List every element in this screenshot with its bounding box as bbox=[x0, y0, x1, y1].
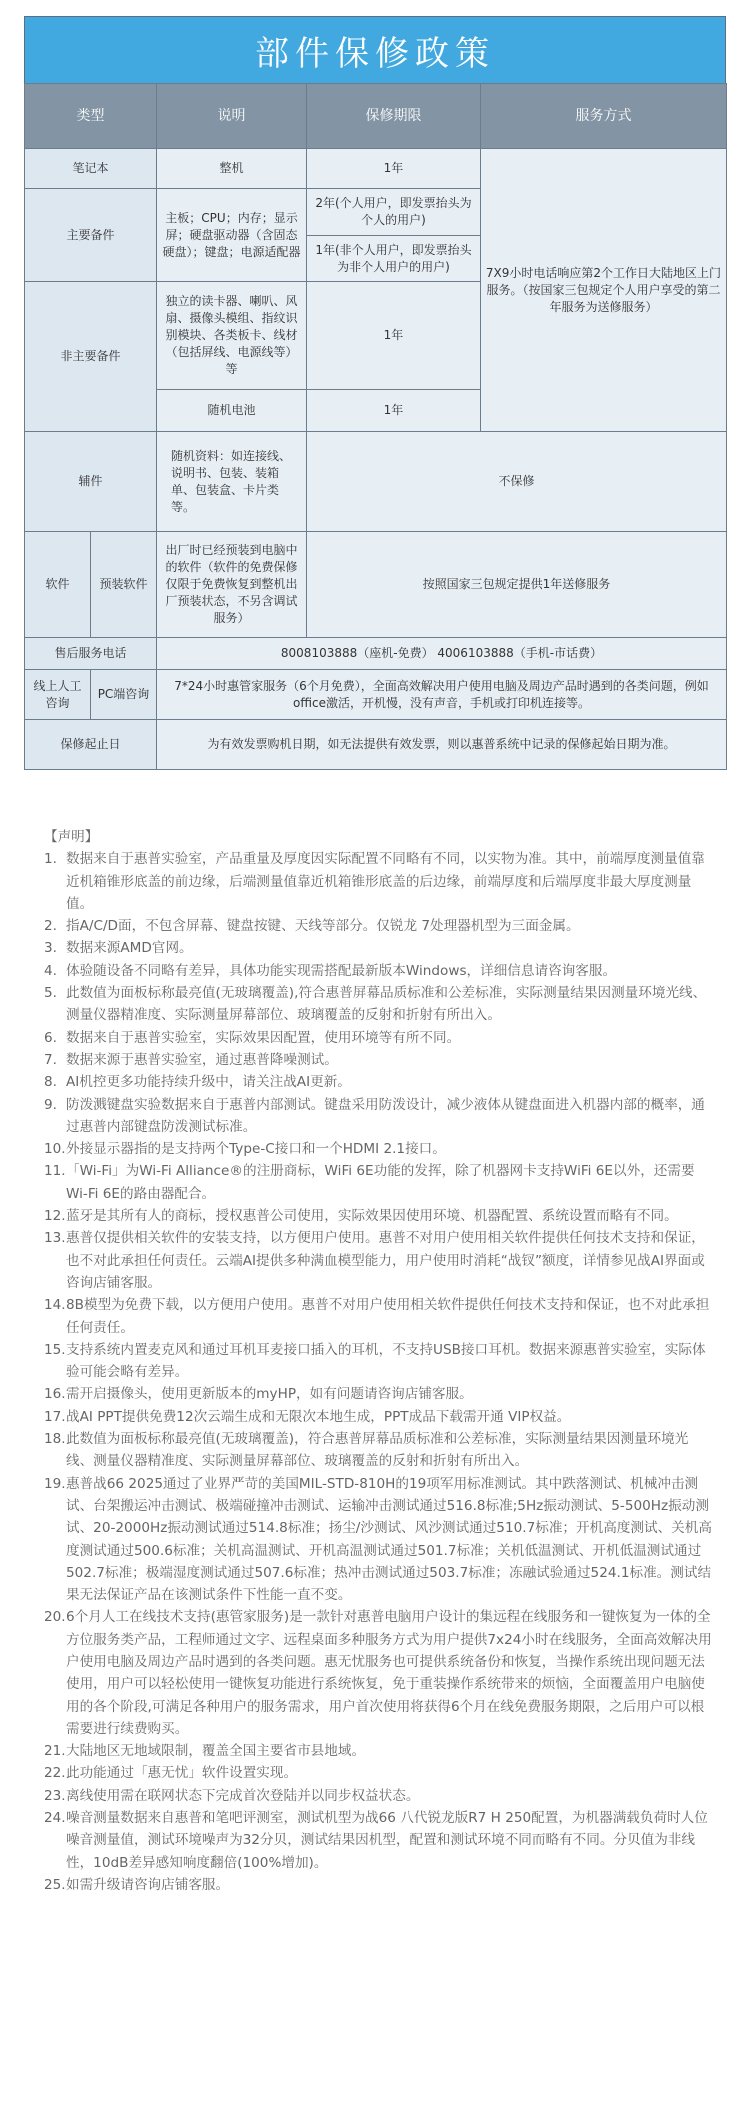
consult-text: 7*24小时惠管家服务（6个月免费），全面高效解决用户使用电脑及周边产品时遇到的各类问题，例如office激活，开机慢，没有声音，手机或打印机连接等。 bbox=[157, 670, 727, 720]
note-number: 2. bbox=[44, 918, 57, 935]
desc-battery: 随机电池 bbox=[157, 390, 307, 432]
note-number: 1. bbox=[44, 851, 57, 868]
period-minor-parts: 1年 bbox=[307, 282, 481, 390]
note-number: 6. bbox=[44, 1029, 57, 1046]
note-item bbox=[44, 1807, 712, 1874]
service-method: 7X9小时电话响应第2个工作日大陆地区上门服务。（按国家三包规定个人用户享受的第二年服务为送修服务） bbox=[481, 149, 727, 432]
desc-main-parts: 主板；CPU；内存；显示屏；硬盘驱动器（含固态硬盘）；键盘；电源适配器 bbox=[157, 189, 307, 282]
note-number: 7. bbox=[44, 1051, 57, 1068]
note-item bbox=[44, 960, 712, 982]
policy-software: 按照国家三包规定提供1年送修服务 bbox=[307, 532, 727, 638]
desc-software: 出厂时已经预装到电脑中的软件（软件的免费保修仅限于免费恢复到整机出厂预装状态，不另含调试服务） bbox=[157, 532, 307, 638]
note-item bbox=[44, 1606, 712, 1740]
note-text: 如需升级请咨询店铺客服。 bbox=[66, 1876, 230, 1893]
desc-accessory: 随机资料：如连接线、说明书、包装、装箱单、包装盒、卡片类等。 bbox=[157, 432, 307, 532]
notes-list bbox=[44, 848, 712, 1896]
note-item bbox=[44, 1027, 712, 1049]
note-text: 8B模型为免费下载，以方便用户使用。惠普不对用户使用相关软件提供任何技术支持和保证，也不对此承担任何责任。 bbox=[66, 1297, 710, 1336]
warranty-table bbox=[24, 83, 727, 770]
note-number: 18. bbox=[44, 1431, 66, 1448]
table-row-accessory bbox=[25, 432, 727, 532]
note-text: 数据来自于惠普实验室，产品重量及厚度因实际配置不同略有不同，以实物为准。其中，前端厚度测量值靠近机箱锥形底盖的前边缘，后端测量值靠近机箱锥形底盖的后边缘，前端厚度和后端厚度非最大厚度测量值。 bbox=[66, 851, 705, 912]
warranty-policy-section bbox=[24, 16, 726, 770]
note-number: 8. bbox=[44, 1074, 57, 1091]
note-item bbox=[44, 1138, 712, 1160]
type-minor-parts: 非主要备件 bbox=[25, 282, 157, 432]
note-text: 体验随设备不同略有差异，具体功能实现需搭配最新版本Windows，详细信息请咨询客服。 bbox=[66, 962, 617, 979]
note-text: 此功能通过「惠无忧」软件设置实现。 bbox=[66, 1765, 298, 1782]
note-number: 9. bbox=[44, 1096, 57, 1113]
period-main-personal: 2年(个人用户，即发票抬头为个人的用户) bbox=[307, 189, 481, 236]
note-text: 外接显示器指的是支持两个Type-C接口和一个HDMI 2.1接口。 bbox=[66, 1141, 446, 1158]
note-item bbox=[44, 1740, 712, 1762]
note-text: 战AI PPT提供免费12次云端生成和无限次本地生成，PPT成品下载需开通 VIP权益。 bbox=[66, 1408, 571, 1425]
note-text: 支持系统内置麦克风和通过耳机耳麦接口插入的耳机，不支持USB接口耳机。数据来源惠普实验室，实际体验可能会略有差异。 bbox=[66, 1341, 706, 1381]
subtype-preinstalled: 预装软件 bbox=[91, 532, 157, 638]
note-text: 防泼溅键盘实验数据来自于惠普内部测试。键盘采用防泼设计，减少液体从键盘面进入机器内部的概率，通过惠普内部键盘防泼测试标准。 bbox=[66, 1096, 705, 1135]
type-accessory: 辅件 bbox=[25, 432, 157, 532]
note-item bbox=[44, 1874, 712, 1896]
col-header-type: 类型 bbox=[25, 84, 157, 149]
note-item bbox=[44, 1094, 712, 1139]
hotline-numbers: 8008103888（座机-免费） 4006103888（手机-市话费） bbox=[157, 638, 727, 670]
type-online-consult: 线上人工咨询 bbox=[25, 670, 91, 720]
period-laptop: 1年 bbox=[307, 149, 481, 189]
note-number: 4. bbox=[44, 962, 57, 979]
note-text: 此数值为面板标称最亮值(无玻璃覆盖)，符合惠普屏幕品质标准和公差标准，实际测量结果因测量环境光线、测量仪器精准度、实际测量屏幕部位、玻璃覆盖的反射和折射有所出入。 bbox=[66, 1431, 689, 1470]
note-number: 16. bbox=[44, 1386, 66, 1403]
note-number: 21. bbox=[44, 1743, 66, 1760]
note-text: 蓝牙是其所有人的商标，授权惠普公司使用，实际效果因使用环境、机器配置、系统设置而略有不同。 bbox=[66, 1208, 678, 1225]
policy-title-bar bbox=[24, 16, 726, 83]
note-text: AI机控更多功能持续升级中，请关注战AI更新。 bbox=[66, 1074, 351, 1091]
note-item bbox=[44, 1205, 712, 1227]
table-row-start-date bbox=[25, 720, 727, 770]
note-item bbox=[44, 1294, 712, 1339]
col-header-period: 保修期限 bbox=[307, 84, 481, 149]
note-number: 25. bbox=[44, 1876, 66, 1893]
note-number: 24. bbox=[44, 1810, 66, 1827]
subtype-pc-consult: PC端咨询 bbox=[91, 670, 157, 720]
note-number: 5. bbox=[44, 985, 57, 1002]
desc-minor-parts: 独立的读卡器、喇叭、风扇、摄像头模组、指纹识别模块、各类板卡、线材（包括屏线、电源线等）等 bbox=[157, 282, 307, 390]
policy-accessory: 不保修 bbox=[307, 432, 727, 532]
note-text: 大陆地区无地域限制，覆盖全国主要省市县地域。 bbox=[66, 1743, 366, 1760]
note-item bbox=[44, 1160, 712, 1205]
note-item bbox=[44, 1049, 712, 1071]
note-number: 22. bbox=[44, 1765, 66, 1782]
note-text: 「Wi-Fi」为Wi-Fi Alliance®的注册商标，WiFi 6E功能的发挥，除了机器网卡支持WiFi 6E以外，还需要Wi-Fi 6E的路由器配合。 bbox=[66, 1163, 695, 1202]
note-item bbox=[44, 1428, 712, 1473]
note-number: 3. bbox=[44, 940, 57, 957]
disclaimer-notes bbox=[44, 826, 712, 1896]
table-row-software bbox=[25, 532, 727, 638]
note-item bbox=[44, 1383, 712, 1405]
col-header-service: 服务方式 bbox=[481, 84, 727, 149]
policy-title: 部件保修政策 bbox=[255, 33, 495, 74]
table-row-consult bbox=[25, 670, 727, 720]
note-text: 数据来自于惠普实验室，实际效果因配置，使用环境等有所不同。 bbox=[66, 1029, 461, 1046]
note-item bbox=[44, 937, 712, 959]
note-number: 12. bbox=[44, 1208, 66, 1225]
period-battery: 1年 bbox=[307, 390, 481, 432]
note-number: 23. bbox=[44, 1787, 66, 1804]
note-item bbox=[44, 1473, 712, 1607]
table-row-laptop bbox=[25, 149, 727, 189]
note-item bbox=[44, 1785, 712, 1807]
note-item bbox=[44, 1227, 712, 1294]
note-text: 离线使用需在联网状态下完成首次登陆并以同步权益状态。 bbox=[66, 1787, 420, 1804]
type-laptop: 笔记本 bbox=[25, 149, 157, 189]
note-text: 数据来源于惠普实验室，通过惠普降噪测试。 bbox=[66, 1051, 338, 1068]
note-number: 10. bbox=[44, 1141, 66, 1158]
col-header-desc: 说明 bbox=[157, 84, 307, 149]
note-text: 此数值为面板标称最亮值(无玻璃覆盖),符合惠普屏幕品质标准和公差标准，实际测量结果因测量环境光线、测量仪器精准度、实际测量屏幕部位、玻璃覆盖的反射和折射有所出入。 bbox=[66, 985, 707, 1024]
note-text: 惠普战66 2025通过了业界严苛的美国MIL-STD-810H的19项军用标准测试。其中跌落测试、机械冲击测试、台架搬运冲击测试、极端碰撞冲击测试、运输冲击测试通过516.8标准;5Hz振动测试、5-500Hz振动测试、20-2000Hz振动测试通过514.8标准；扬尘/沙测试、风沙测试通过510.7标准；开机高度测试、关机高度测试通过500.6标准；关机高温测试、开机高温测试通过501.7标准；关机低温测试、开机低温测试通过502.7标准；极端湿度测试通过507.6标准；热冲击测试通过503.7标准；冻融试验通过524.1标准。测试结果无法保证产品在该测试条件下性能一直不变。 bbox=[66, 1475, 712, 1604]
note-text: 6个月人工在线技术支持(惠管家服务)是一款针对惠普电脑用户设计的集远程在线服务和一键恢复为一体的全方位服务类产品，工程师通过文字、远程桌面多种服务方式为用户提供7x24小时在线服务，全面高效解决用户使用电脑及周边产品时遇到的各类问题。惠无忧服务也可提供系统备份和恢复，当操作系统出现问题无法使用，用户可以轻松使用一键恢复功能进行系统恢复，免于重装操作系统带来的烦恼，全面覆盖用户电脑使用的各个阶段,可满足各种用户的服务需求，用户首次使用将获得6个月在线免费服务期限，之后用户可以根需要进行续费购买。 bbox=[66, 1609, 712, 1737]
note-item bbox=[44, 1406, 712, 1428]
note-item bbox=[44, 848, 712, 915]
note-number: 19. bbox=[44, 1475, 66, 1492]
table-header-row bbox=[25, 84, 727, 149]
note-item bbox=[44, 982, 712, 1027]
type-start-date: 保修起止日 bbox=[25, 720, 157, 770]
note-number: 14. bbox=[44, 1297, 66, 1314]
note-text: 噪音测量数据来自惠普和笔吧评测室，测试机型为战66 八代锐龙版R7 H 250配置，为机器满载负荷时人位噪音测量值，测试环境噪声为32分贝，测试结果因机型，配置和测试环境不同而略有不同。分贝值为非线性，10dB差异感知响度翻倍(100%增加)。 bbox=[66, 1810, 708, 1871]
start-date-text: 为有效发票购机日期，如无法提供有效发票，则以惠普系统中记录的保修起始日期为准。 bbox=[157, 720, 727, 770]
note-item bbox=[44, 1071, 712, 1093]
period-main-nonpersonal: 1年(非个人用户，即发票抬头为非个人用户的用户) bbox=[307, 236, 481, 282]
type-hotline: 售后服务电话 bbox=[25, 638, 157, 670]
note-item bbox=[44, 1339, 712, 1384]
note-text: 指A/C/D面，不包含屏幕、键盘按键、天线等部分。仅锐龙 7处理器机型为三面金属。 bbox=[66, 918, 580, 935]
desc-laptop: 整机 bbox=[157, 149, 307, 189]
note-item bbox=[44, 915, 712, 937]
notes-title: 【声明】 bbox=[44, 829, 99, 845]
note-text: 需开启摄像头，使用更新版本的myHP，如有问题请咨询店铺客服。 bbox=[66, 1386, 473, 1403]
note-text: 惠普仅提供相关软件的安装支持，以方便用户使用。惠普不对用户使用相关软件提供任何技术支持和保证，也不对此承担任何责任。云端AI提供多种满血模型能力，用户使用时消耗“战钗”额度，详情参见战AI界面或咨询店铺客服。 bbox=[66, 1230, 705, 1291]
note-number: 15. bbox=[44, 1341, 66, 1358]
note-item bbox=[44, 1762, 712, 1784]
note-number: 11. bbox=[44, 1163, 66, 1180]
note-number: 17. bbox=[44, 1408, 66, 1425]
type-main-parts: 主要备件 bbox=[25, 189, 157, 282]
table-row-hotline bbox=[25, 638, 727, 670]
note-number: 13. bbox=[44, 1230, 66, 1247]
note-number: 20. bbox=[44, 1609, 66, 1626]
type-software: 软件 bbox=[25, 532, 91, 638]
note-text: 数据来源AMD官网。 bbox=[66, 940, 193, 957]
